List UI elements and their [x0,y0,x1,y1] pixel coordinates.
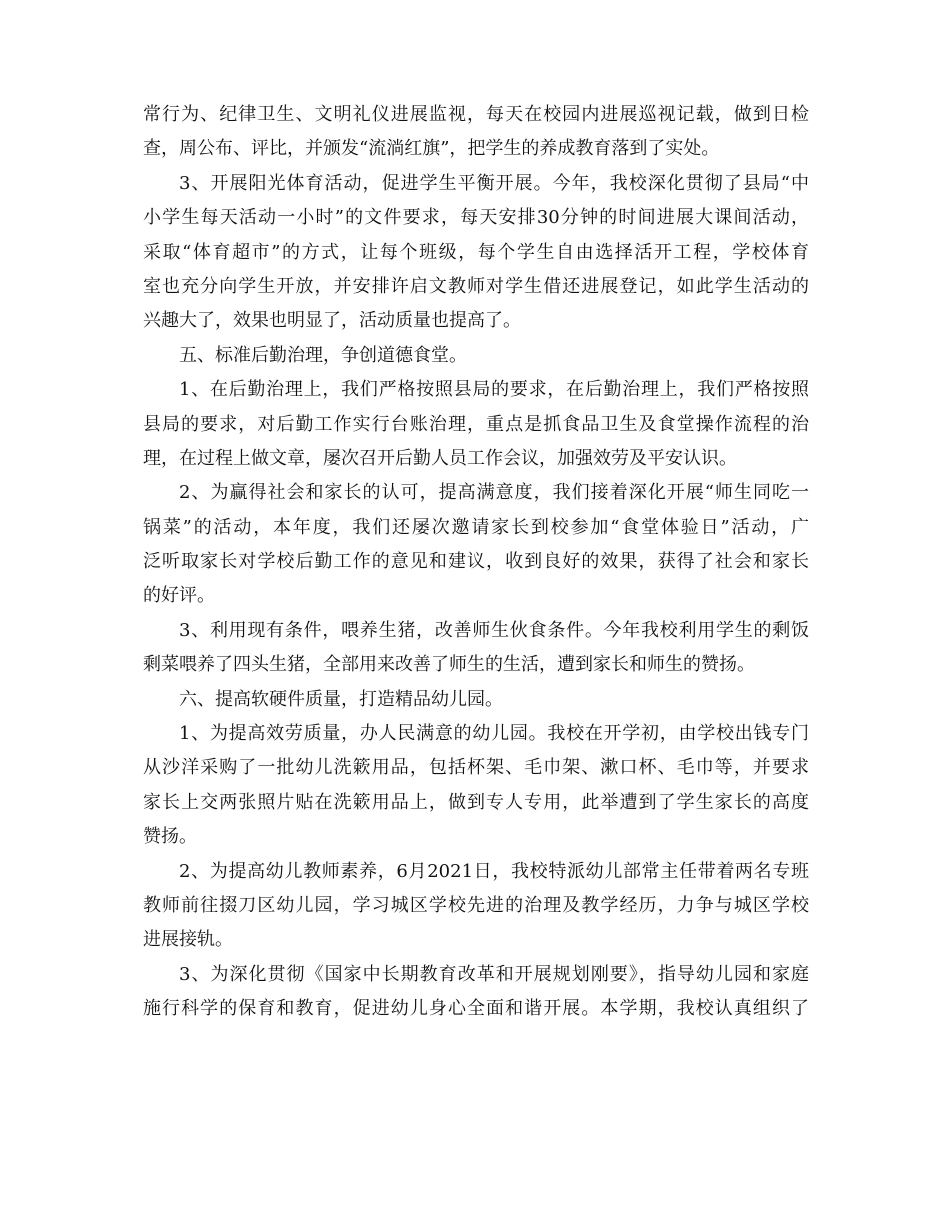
paragraph-line: 六、提高软硬件质量，打造精品幼儿园。 [179,688,503,710]
paragraph-line: 家长上交两张照片贴在洗簌用品上，做到专人专用，此举遭到了学生家长的高度 [143,791,809,813]
paragraph [143,958,809,1027]
paragraph-line: 施行科学的保育和教育，促进幼儿身心全面和谐开展。本学期，我校认真组织了 [143,998,809,1020]
paragraph-line: 采取“体育超市”的方式，让每个班级，每个学生自由选择活开工程，学校体育 [143,241,809,263]
paragraph-line: 2、为赢得社会和家长的认可，提高满意度，我们接着深化开展“师生同吃一 [179,482,809,504]
paragraph [143,98,809,167]
paragraph-line: 查，周公布、评比，并颁发“流淌红旗”，把学生的养成教育落到了实处。 [143,138,720,160]
paragraph [143,373,809,476]
paragraph-line: 教师前往掇刀区幼儿园，学习城区学校先进的治理及教学经历，力争与城区学校 [143,894,809,916]
paragraph [143,614,809,683]
paragraph [143,855,809,958]
paragraph-line: 2、为提高幼儿教师素养，6月2021日，我校特派幼儿部常主任带着两名专班 [179,860,809,882]
paragraph-line: 锅菜”的活动，本年度，我们还屡次邀请家长到校参加“食堂体验日”活动，广 [143,516,809,538]
paragraph-line: 县局的要求，对后勤工作实行台账治理，重点是抓食品卫生及食堂操作流程的治 [143,413,809,435]
paragraph-line: 从沙洋采购了一批幼儿洗簌用品，包括杯架、毛巾架、漱口杯、毛巾等，并要求 [143,757,809,779]
paragraph [143,683,809,717]
paragraph-line: 进展接轨。 [143,929,233,951]
paragraph-line: 常行为、纪律卫生、文明礼仪进展监视，每天在校园内进展巡视记载，做到日检 [143,104,809,125]
paragraph-line: 理，在过程上做文章，屡次召开后勤人员工作会议，加强效劳及平安认识。 [143,447,737,469]
paragraph [143,167,809,339]
paragraph-line: 1、为提高效劳质量，办人民满意的幼儿园。我校在开学初，由学校出钱专门 [179,723,809,745]
paragraph [143,476,809,614]
paragraph [143,339,809,373]
paragraph-line: 泛听取家长对学校后勤工作的意见和建议，收到良好的效果，获得了社会和家长 [143,551,809,573]
paragraph [143,717,809,855]
paragraph-line: 五、标准后勤治理，争创道德食堂。 [179,344,467,366]
paragraph-line: 兴趣大了，效果也明显了，活动质量也提高了。 [143,310,521,332]
paragraph-line: 室也充分向学生开放，并安排许启文教师对学生借还进展登记，如此学生活动的 [143,275,809,297]
paragraph-line: 的好评。 [143,585,215,607]
paragraph-line: 3、利用现有条件，喂养生猪，改善师生伙食条件。今年我校利用学生的剩饭 [179,619,809,641]
paragraph-line: 剩菜喂养了四头生猪，全部用来改善了师生的生活，遭到家长和师生的赞扬。 [143,654,755,676]
paragraph-line: 3、为深化贯彻《国家中长期教育改革和开展规划刚要》，指导幼儿园和家庭 [179,963,809,985]
paragraph-line: 3、开展阳光体育活动，促进学生平衡开展。今年，我校深化贯彻了县局“中 [179,172,809,194]
document-body [143,98,809,1027]
paragraph-line: 1、在后勤治理上，我们严格按照县局的要求，在后勤治理上，我们严格按照 [179,379,809,401]
paragraph-line: 小学生每天活动一小时”的文件要求，每天安排30分钟的时间进展大课间活动， [143,207,809,229]
paragraph-line: 赞扬。 [143,826,197,848]
